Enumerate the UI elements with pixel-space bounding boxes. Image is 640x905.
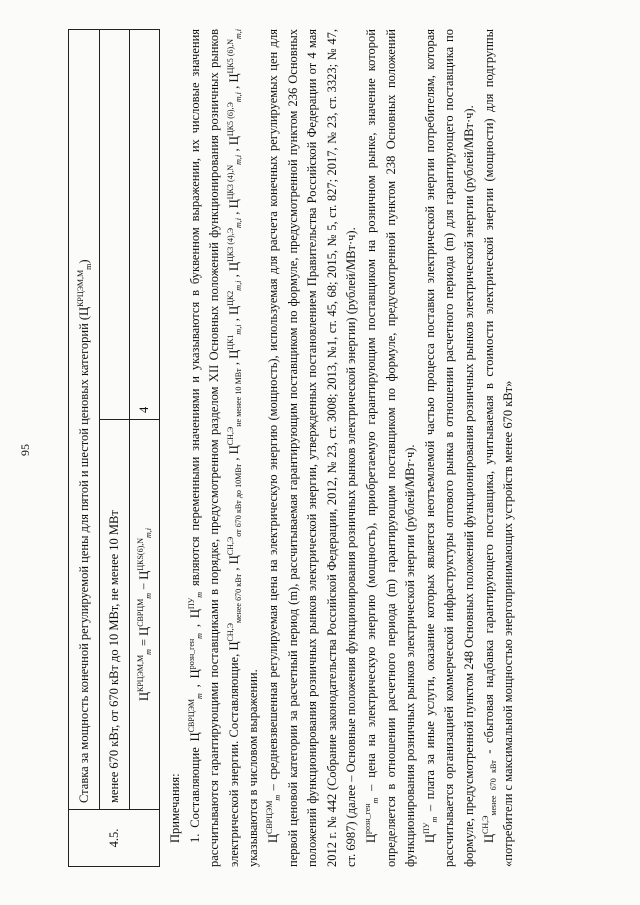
notes-heading: Примечания:	[168, 773, 182, 843]
table-title-cell: Ставка за мощность конечной регулируемой цены для пятой и шестой ценовых категорий $(Ц^{КРЦЭМ,М}_m)$	[69, 30, 100, 810]
formula-cell: $Ц^{КРЦЭМ,М}_m = Ц^{СВРЦМ}_m - Ц^{ЦКS(6),N}_{m,i}$	[130, 420, 160, 810]
empty-cell	[100, 30, 130, 420]
note-paragraph-5: $Ц^{СН,Э}_{менее 670 кВт}$ - сбытовая надбавка гарантирующего поставщика, учитываемая в стоимости электрической энергии (мощности) для подгруппы «потребители с максимальной мощностью энергопринимающих устройств менее 670 кВт»	[480, 29, 516, 867]
row-number-cell: 4.5.	[69, 810, 160, 867]
table-subheader-row	[100, 30, 130, 867]
note-paragraph-1: 1. Составляющие $Ц^{СВРЦЭМ}_m$ , $Ц^{розн\_ген}_m$ , $Ц^{ПУ}_m$ являются переменными значениями и указываются в буквенном выражении, их числовые значения рассчитываются гарантирующими поставщиками в порядке, предусмотренном разделом XII Основных положений функционирования розничных рынков электрической энергии. Составляющие, $Ц^{СН,Э}_{менее 670 кВт}$ , $Ц^{СН,Э}_{от 670 кВт до 10МВт}$ , $Ц^{СН,Э}_{не менее 10 МВт}$ , $Ц^{ЦК1}_{m,i}$ , $Ц^{ЦК2}_{m,i}$ , $Ц^{ЦК3 (4),Э}_{m,i}$ , $Ц^{ЦК3 (4),N}_{m,i}$ , $Ц^{ЦК5 (6),Э}_{m,i}$ , $Ц^{ЦК5 (6),N}_{m,i}$ указываются в числовом выражении.	[186, 28, 261, 867]
table-title-row	[69, 30, 100, 867]
page-number: 95	[18, 444, 32, 456]
formula-row	[130, 30, 160, 867]
note-paragraph-2: $Ц^{СВРЦЭМ}_m$ – средневзвешенная регулируемая цена на электрическую энергию (мощность), используемая для расчета конечных регулируемых цен для первой ценовой категории за расчетный период (m), рассчитываемая гарантирующим поставщиком по формуле, предусмотренной пунктом 236 Основных положений функционирования розничных рынков электрической энергии, утвержденных постановлением Правительства Российской Федерации от 4 мая 2012 г. № 442 (Собрание законодательства Российской Федерации, 2012, № 23, ст. 3008; 2013, №1, ст. 45, 68; 2015, № 5, ст. 827; 2017, № 23, ст. 3323; № 47, ст. 6987) (далее – Основные положения функционирования розничных рынков электрической энергии) (рублей/МВт·ч).	[264, 29, 359, 867]
table-title: Ставка за мощность конечной регулируемой цены для пятой и шестой ценовых категорий (Ц	[76, 306, 91, 803]
tariff-table	[68, 29, 160, 867]
note-paragraph-4: $Ц^{ПУ}_m$ – плата за иные услуги, оказание которых является неотъемлемой частью процесса поставки электрической энергии потребителям, которая рассчитывается организацией коммерческой инфраструктуры оптового рынка в отношении расчетного периода (m) для гарантирующего поставщика по формуле, предусмотренной пунктом 248 Основных положений функционирования розничных рынков электрической энергии (рублей/МВт·ч).	[421, 29, 476, 867]
subheader-cell: менее 670 кВт, от 670 кВт до 10 МВт, не менее 10 МВт	[100, 420, 130, 810]
notes-section	[166, 29, 519, 867]
note-paragraph-3: $Ц^{розн\_ген}_m$ – цена на электрическую энергию (мощность), приобретаемую гарантирующим поставщиком на розничном рынке, значение которой определяется в отношении расчетного периода (m) гарантирующим поставщиком по формуле, предусмотренной пунктом 238 Основных положений функционирования розничных рынков электрической энергии (рублей/МВт·ч).	[362, 29, 418, 867]
column-number-cell: 4	[130, 30, 160, 420]
